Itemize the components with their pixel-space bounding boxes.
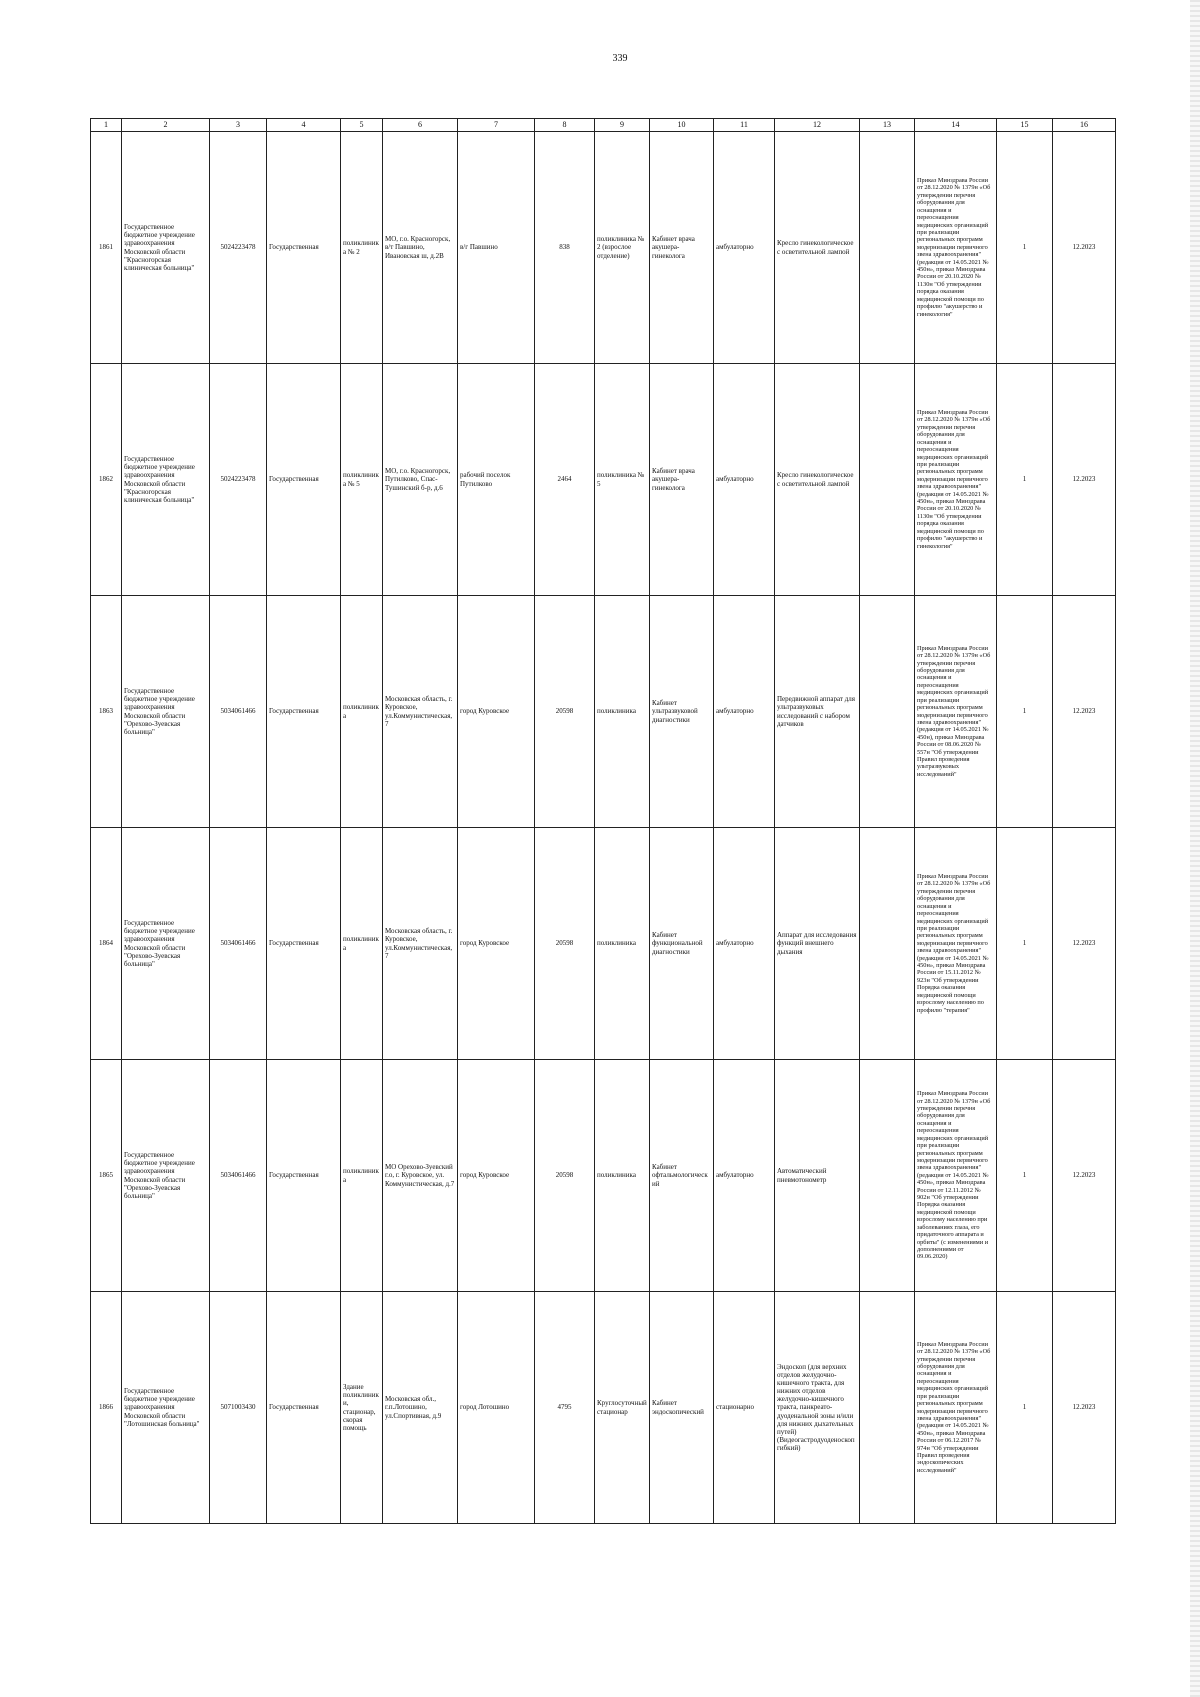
column-header: 7 [458, 119, 535, 132]
inn-cell: 5024223478 [210, 132, 267, 364]
column-header: 13 [860, 119, 915, 132]
unit-cell: поликлиника № 2 [341, 132, 383, 364]
ownership-cell: Государственная [267, 1292, 341, 1524]
legal-basis-cell: Приказ Минздрава России от 28.12.2020 № 1379н «Об утверждении перечня оборудования для оснащения и переоснащения медицинских организаций при реализации региональных программ модернизации первичного звена здравоохранения"(редакция от 14.05.2021 № 450н», приказ Минздрава России от 12.11.2012 № 902н "Об утверждении Порядка оказания медицинской помощи взрослому населению при заболеваниях глаза, его придаточного аппарата и орбиты" (с изменениями и дополнениями от 09.06.2020) [915, 1060, 997, 1292]
inn-cell: 5034061466 [210, 1060, 267, 1292]
table-row [91, 596, 1116, 828]
care-type-cell: амбулаторно [714, 364, 775, 596]
ownership-cell: Государственная [267, 132, 341, 364]
column-header: 15 [997, 119, 1053, 132]
row-number-cell: 1866 [91, 1292, 122, 1524]
equipment-cell: Кресло гинекологическое с осветительной лампой [775, 364, 860, 596]
legal-basis-cell: Приказ Минздрава России от 28.12.2020 № 1379н «Об утверждении перечня оборудования для оснащения и переоснащения медицинских организаций при реализации региональных программ модернизации первичного звена здравоохранения"(редакция от 14.05.2021 № 450н», приказ Минздрава России от 15.11.2012 № 923н "Об утверждении Порядка оказания медицинской помощи взрослому населению по профилю "терапия" [915, 828, 997, 1060]
row-number-cell: 1861 [91, 132, 122, 364]
column-header: 12 [775, 119, 860, 132]
organization-cell: Государственное бюджетное учреждение здравоохранения Московской области "Орехово-Зуевская больница" [122, 596, 210, 828]
address-cell: МО, г.о. Красногорск, в/т Павшино, Ивановская ш, д.2В [383, 132, 458, 364]
quantity-cell: 1 [997, 364, 1053, 596]
legal-basis-cell: Приказ Минздрава России от 28.12.2020 № 1379н «Об утверждении перечня оборудования для оснащения и переоснащения медицинских организаций при реализации региональных программ модернизации первичного звена здравоохранения"(редакция от 14.05.2021 № 450н», приказ Минздрава России от 06.12.2017 № 974н "Об утверждении Правил проведения эндоскопических исследований" [915, 1292, 997, 1524]
unit-cell: поликлиника [341, 1060, 383, 1292]
empty-cell [860, 1060, 915, 1292]
date-cell: 12.2023 [1053, 132, 1116, 364]
inn-cell: 5024223478 [210, 364, 267, 596]
locality-cell: город Куровское [458, 596, 535, 828]
quantity-cell: 1 [997, 1292, 1053, 1524]
quantity-cell: 1 [997, 1060, 1053, 1292]
quantity-cell: 1 [997, 132, 1053, 364]
ownership-cell: Государственная [267, 596, 341, 828]
empty-cell [860, 132, 915, 364]
page-number: 339 [612, 53, 628, 64]
ownership-cell: Государственная [267, 1060, 341, 1292]
unit-cell: поликлиника [341, 828, 383, 1060]
legal-basis-cell: Приказ Минздрава России от 28.12.2020 № 1379н «Об утверждении перечня оборудования для оснащения и переоснащения медицинских организаций при реализации региональных программ модернизации первичного звена здравоохранения"(редакция от 14.05.2021 № 450н», приказ Минздрава России от 20.10.2020 № 1130н "Об утверждении порядка оказания медицинской помощи по профилю "акушерство и гинекология" [915, 132, 997, 364]
unit-cell: поликлиника № 5 [341, 364, 383, 596]
column-header: 16 [1053, 119, 1116, 132]
care-type-cell: стационарно [714, 1292, 775, 1524]
column-header: 3 [210, 119, 267, 132]
care-type-cell: амбулаторно [714, 1060, 775, 1292]
empty-cell [860, 828, 915, 1060]
inn-cell: 5034061466 [210, 828, 267, 1060]
column-header: 11 [714, 119, 775, 132]
row-number-cell: 1865 [91, 1060, 122, 1292]
row-number-cell: 1863 [91, 596, 122, 828]
population-cell: 20598 [535, 596, 595, 828]
organization-cell: Государственное бюджетное учреждение здравоохранения Московской области "Лотошинская больница" [122, 1292, 210, 1524]
locality-cell: город Куровское [458, 1060, 535, 1292]
unit-cell: Здание поликлиники, стационар, скорая помощь [341, 1292, 383, 1524]
table-row [91, 1292, 1116, 1524]
legal-basis-cell: Приказ Минздрава России от 28.12.2020 № 1379н «Об утверждении перечня оборудования для оснащения и переоснащения медицинских организаций при реализации региональных программ модернизации первичного звена здравоохранения"(редакция от 14.05.2021 № 450н), приказ Минздрава России от 08.06.2020 № 557н "Об утверждении Правил проведения ультразвуковых исследований" [915, 596, 997, 828]
division-cell: Круглосуточный стационар [595, 1292, 650, 1524]
locality-cell: в/г Павшино [458, 132, 535, 364]
column-header: 9 [595, 119, 650, 132]
organization-cell: Государственное бюджетное учреждение здравоохранения Московской области "Красногорская клиническая больница" [122, 132, 210, 364]
column-number-row [91, 119, 1116, 132]
column-header: 14 [915, 119, 997, 132]
column-header: 10 [650, 119, 714, 132]
division-cell: поликлиника [595, 828, 650, 1060]
locality-cell: город Лотошино [458, 1292, 535, 1524]
date-cell: 12.2023 [1053, 1292, 1116, 1524]
unit-cell: поликлиника [341, 596, 383, 828]
organization-cell: Государственное бюджетное учреждение здравоохранения Московской области "Орехово-Зуевская больница" [122, 828, 210, 1060]
table-row [91, 1060, 1116, 1292]
division-cell: поликлиника [595, 596, 650, 828]
population-cell: 20598 [535, 1060, 595, 1292]
legal-basis-cell: Приказ Минздрава России от 28.12.2020 № 1379н «Об утверждении перечня оборудования для оснащения и переоснащения медицинских организаций при реализации региональных программ модернизации первичного звена здравоохранения"(редакция от 14.05.2021 № 450н», приказ Минздрава России от 20.10.2020 № 1130н "Об утверждении порядка оказания медицинской помощи по профилю "акушерство и гинекология" [915, 364, 997, 596]
quantity-cell: 1 [997, 596, 1053, 828]
population-cell: 2464 [535, 364, 595, 596]
date-cell: 12.2023 [1053, 828, 1116, 1060]
care-type-cell: амбулаторно [714, 596, 775, 828]
equipment-cell: Эндоскоп (для верхних отделов желудочно-кишечного тракта, для нижних отделов желудочно-кишечного тракта, панкреато-дуоденальной зоны и/или для нижних дыхательных путей) (Видеогастродуоденоскоп гибкий) [775, 1292, 860, 1524]
column-header: 5 [341, 119, 383, 132]
cabinet-cell: Кабинет врача акушера-гинеколога [650, 132, 714, 364]
column-header: 8 [535, 119, 595, 132]
empty-cell [860, 364, 915, 596]
division-cell: поликлиника № 2 (взрослое отделение) [595, 132, 650, 364]
column-header: 1 [91, 119, 122, 132]
table-row [91, 364, 1116, 596]
cabinet-cell: Кабинет функциональной диагностики [650, 828, 714, 1060]
address-cell: Московская обл., г.п.Лотошино, ул.Спортивная, д.9 [383, 1292, 458, 1524]
ownership-cell: Государственная [267, 364, 341, 596]
date-cell: 12.2023 [1053, 364, 1116, 596]
equipment-cell: Автоматический пневмотонометр [775, 1060, 860, 1292]
equipment-cell: Аппарат для исследования функций внешнего дыхания [775, 828, 860, 1060]
organization-cell: Государственное бюджетное учреждение здравоохранения Московской области "Красногорская клиническая больница" [122, 364, 210, 596]
locality-cell: рабочий поселок Путилково [458, 364, 535, 596]
population-cell: 4795 [535, 1292, 595, 1524]
quantity-cell: 1 [997, 828, 1053, 1060]
column-header: 6 [383, 119, 458, 132]
column-header: 4 [267, 119, 341, 132]
equipment-cell: Передвижной аппарат для ультразвуковых исследований с набором датчиков [775, 596, 860, 828]
inn-cell: 5034061466 [210, 596, 267, 828]
division-cell: поликлиника № 5 [595, 364, 650, 596]
scan-edge-artifact [1190, 0, 1200, 1697]
empty-cell [860, 1292, 915, 1524]
population-cell: 20598 [535, 828, 595, 1060]
care-type-cell: амбулаторно [714, 828, 775, 1060]
date-cell: 12.2023 [1053, 1060, 1116, 1292]
column-header: 2 [122, 119, 210, 132]
row-number-cell: 1862 [91, 364, 122, 596]
address-cell: Московская область, г. Куровское, ул.Коммунистическая, 7 [383, 828, 458, 1060]
care-type-cell: амбулаторно [714, 132, 775, 364]
cabinet-cell: Кабинет врача акушера-гинеколога [650, 364, 714, 596]
equipment-registry-table [90, 118, 1116, 1524]
equipment-cell: Кресло гинекологическое с осветительной лампой [775, 132, 860, 364]
cabinet-cell: Кабинет эндоскопический [650, 1292, 714, 1524]
empty-cell [860, 596, 915, 828]
ownership-cell: Государственная [267, 828, 341, 1060]
address-cell: Московская область, г. Куровское, ул.Коммунистическая, 7 [383, 596, 458, 828]
cabinet-cell: Кабинет ультразвуковой диагностики [650, 596, 714, 828]
table-row [91, 828, 1116, 1060]
inn-cell: 5071003430 [210, 1292, 267, 1524]
locality-cell: город Куровское [458, 828, 535, 1060]
address-cell: МО, г.о. Красногорск, Путилково, Спас-Тушинский б-р, д.6 [383, 364, 458, 596]
division-cell: поликлиника [595, 1060, 650, 1292]
date-cell: 12.2023 [1053, 596, 1116, 828]
organization-cell: Государственное бюджетное учреждение здравоохранения Московской области "Орехово-Зуевская больница" [122, 1060, 210, 1292]
address-cell: МО Орехово-Зуевский г.о, г. Куровское, ул. Коммунистическая, д.7 [383, 1060, 458, 1292]
cabinet-cell: Кабинет офтальмологический [650, 1060, 714, 1292]
row-number-cell: 1864 [91, 828, 122, 1060]
population-cell: 838 [535, 132, 595, 364]
table-row [91, 132, 1116, 364]
